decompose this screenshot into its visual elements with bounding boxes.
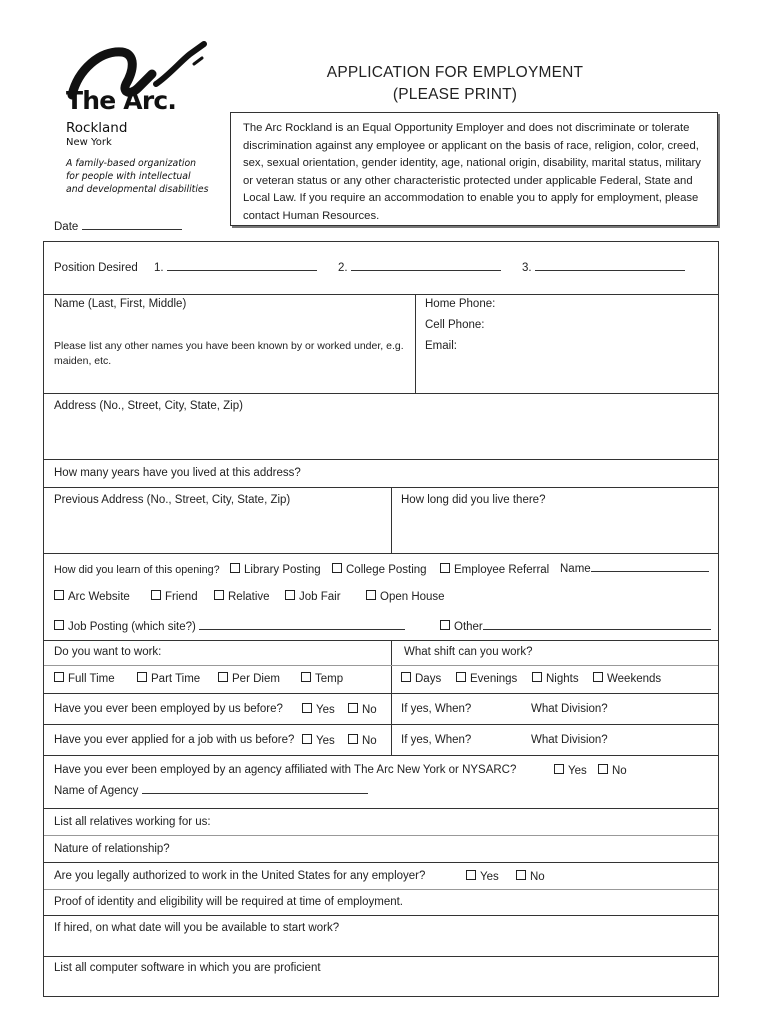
- checkbox-icon[interactable]: [554, 764, 564, 774]
- job-posting-blank[interactable]: [199, 629, 405, 630]
- checkbox-icon[interactable]: [54, 672, 64, 682]
- agency-name-blank[interactable]: [142, 793, 368, 794]
- application-form: [43, 241, 719, 997]
- agency-name-label: Name of Agency: [54, 785, 139, 797]
- checkbox-icon[interactable]: [456, 672, 466, 682]
- option-label: Yes: [316, 704, 335, 716]
- checkbox-icon[interactable]: [302, 734, 312, 744]
- divider: [44, 956, 718, 957]
- option-label: Other: [454, 621, 483, 633]
- email-label[interactable]: Email:: [425, 340, 457, 352]
- how-long-label[interactable]: How long did you live there?: [401, 494, 546, 506]
- position-number-3: 3.: [522, 262, 532, 274]
- option-label: No: [612, 765, 627, 777]
- work-type-label: Do you want to work:: [54, 646, 162, 658]
- option-label: No: [530, 871, 545, 883]
- divider: [44, 553, 718, 554]
- option-college-posting[interactable]: [332, 563, 427, 576]
- option-label: Part Time: [151, 673, 201, 685]
- divider: [391, 640, 392, 693]
- position-number-2: 2.: [338, 262, 348, 274]
- title-line-2: (PLEASE PRINT): [392, 86, 518, 103]
- years-at-address-label[interactable]: How many years have you lived at this address?: [54, 467, 301, 479]
- employed-before-no[interactable]: [348, 703, 377, 716]
- divider: [44, 808, 718, 809]
- option-label: Arc Website: [68, 591, 130, 603]
- checkbox-icon[interactable]: [348, 703, 358, 713]
- position-blank-2[interactable]: [351, 270, 501, 271]
- option-label: Yes: [568, 765, 587, 777]
- option-employee-referral[interactable]: [440, 563, 549, 576]
- position-choice-2[interactable]: [338, 262, 501, 274]
- other-blank[interactable]: [483, 629, 711, 630]
- authorization-yes[interactable]: [466, 870, 499, 883]
- option-label: Library Posting: [244, 564, 321, 576]
- option-label: Job Posting (which site?): [68, 621, 196, 633]
- divider: [44, 693, 718, 694]
- checkbox-icon[interactable]: [285, 590, 295, 600]
- position-choice-1[interactable]: [154, 262, 317, 274]
- option-label: No: [362, 735, 377, 747]
- checkbox-icon[interactable]: [332, 563, 342, 573]
- applied-before-question: Have you ever applied for a job with us before?: [54, 734, 295, 746]
- option-per-diem[interactable]: [218, 672, 280, 685]
- employed-division-label[interactable]: What Division?: [531, 703, 608, 715]
- logo-chapter: Rockland: [66, 120, 128, 136]
- logo-tagline-3: and developmental disabilities: [66, 184, 209, 195]
- divider: [391, 487, 392, 553]
- previous-address-label[interactable]: Previous Address (No., Street, City, State, Zip): [54, 494, 291, 506]
- option-open-house[interactable]: [366, 590, 445, 603]
- checkbox-icon[interactable]: [593, 672, 603, 682]
- divider: [44, 459, 718, 460]
- date-blank[interactable]: [82, 229, 182, 230]
- option-label: Yes: [480, 871, 499, 883]
- logo: [60, 40, 220, 210]
- position-blank-1[interactable]: [167, 270, 317, 271]
- checkbox-icon[interactable]: [440, 620, 450, 630]
- divider: [44, 487, 718, 488]
- divider: [44, 724, 718, 725]
- divider: [44, 640, 718, 641]
- checkbox-icon[interactable]: [151, 590, 161, 600]
- divider: [44, 835, 718, 836]
- date-label: Date: [54, 221, 79, 233]
- option-label: Per Diem: [232, 673, 280, 685]
- checkbox-icon[interactable]: [218, 672, 228, 682]
- option-job-posting[interactable]: [54, 620, 405, 633]
- logo-tagline-1: A family-based organization: [66, 158, 197, 169]
- divider: [44, 294, 718, 295]
- option-label: Open House: [380, 591, 445, 603]
- eeo-notice: The Arc Rockland is an Equal Opportunity Employer and does not discriminate or tolerate discrimination against any employee or applicant on the basis of race, religion, color, creed, sex, sexual orientation, gender identity, age, national origin, disability, marital status, military or veteran status or any other characteristic protected under applicable Federal, State and Local Law. If you require an accommodation to enable you to apply for employment, please contact Human Resources.: [230, 112, 718, 226]
- work-authorization-question: Are you legally authorized to work in the United States for any employer?: [54, 870, 426, 882]
- option-label: Employee Referral: [454, 564, 550, 576]
- option-temp[interactable]: [301, 672, 343, 685]
- checkbox-icon[interactable]: [230, 563, 240, 573]
- option-label: No: [362, 704, 377, 716]
- option-label: Evenings: [470, 673, 518, 685]
- option-job-fair[interactable]: [285, 590, 341, 603]
- option-arc-website[interactable]: [54, 590, 130, 603]
- referral-name-field[interactable]: [560, 563, 709, 575]
- divider: [44, 393, 718, 394]
- learn-opening-question: How did you learn of this opening?: [54, 564, 220, 576]
- option-other[interactable]: [440, 620, 711, 633]
- option-label: Weekends: [607, 673, 662, 685]
- date-field[interactable]: [54, 221, 182, 233]
- option-weekends[interactable]: [593, 672, 661, 685]
- option-label: Days: [415, 673, 442, 685]
- option-evenings[interactable]: [456, 672, 517, 685]
- option-part-time[interactable]: [137, 672, 200, 685]
- logo-wordmark: The Arc.: [66, 86, 177, 115]
- option-label: College Posting: [346, 564, 427, 576]
- checkbox-icon[interactable]: [440, 563, 450, 573]
- employed-before-question: Have you ever been employed by us before?: [54, 703, 283, 715]
- applied-when-label[interactable]: If yes, When?: [401, 734, 472, 746]
- checkbox-icon[interactable]: [366, 590, 376, 600]
- option-label: Nights: [546, 673, 579, 685]
- cell-phone-label[interactable]: Cell Phone:: [425, 319, 485, 331]
- home-phone-label[interactable]: Home Phone:: [425, 298, 496, 310]
- checkbox-icon[interactable]: [532, 672, 542, 682]
- proof-of-identity-note: Proof of identity and eligibility will be required at time of employment.: [54, 896, 404, 908]
- address-label[interactable]: Address (No., Street, City, State, Zip): [54, 400, 243, 412]
- logo-tagline-2: for people with intellectual: [66, 171, 191, 182]
- checkbox-icon[interactable]: [54, 620, 64, 630]
- applied-division-label[interactable]: What Division?: [531, 734, 608, 746]
- checkbox-icon[interactable]: [54, 590, 64, 600]
- applied-before-yes[interactable]: [302, 734, 335, 747]
- position-label: Position Desired: [54, 262, 138, 274]
- option-relative[interactable]: [214, 590, 270, 603]
- agency-name-field[interactable]: [54, 785, 368, 797]
- logo-state: New York: [66, 137, 112, 148]
- software-label[interactable]: List all computer software in which you are proficient: [54, 962, 321, 974]
- agency-yes[interactable]: [554, 764, 587, 777]
- divider: [415, 294, 416, 393]
- employed-before-yes[interactable]: [302, 703, 335, 716]
- applied-before-no[interactable]: [348, 734, 377, 747]
- checkbox-icon[interactable]: [214, 590, 224, 600]
- option-library-posting[interactable]: [230, 563, 321, 576]
- checkbox-icon[interactable]: [516, 870, 526, 880]
- divider: [44, 665, 391, 666]
- checkbox-icon[interactable]: [598, 764, 608, 774]
- page-title: [290, 62, 620, 106]
- divider: [44, 915, 718, 916]
- divider: [44, 755, 718, 756]
- option-label: Full Time: [68, 673, 115, 685]
- checkbox-icon[interactable]: [348, 734, 358, 744]
- option-nights[interactable]: [532, 672, 579, 685]
- position-choice-3[interactable]: [522, 262, 685, 274]
- position-blank-3[interactable]: [535, 270, 685, 271]
- option-label: Relative: [228, 591, 270, 603]
- option-label: Friend: [165, 591, 198, 603]
- option-label: Temp: [315, 673, 344, 685]
- start-date-label[interactable]: If hired, on what date will you be available to start work?: [54, 922, 340, 934]
- option-friend[interactable]: [151, 590, 198, 603]
- relationship-label[interactable]: Nature of relationship?: [54, 843, 170, 855]
- checkbox-icon[interactable]: [401, 672, 411, 682]
- checkbox-icon[interactable]: [301, 672, 311, 682]
- option-label: Yes: [316, 735, 335, 747]
- authorization-no[interactable]: [516, 870, 545, 883]
- divider: [44, 889, 718, 890]
- agency-question: Have you ever been employed by an agency affiliated with The Arc New York or NYSARC?: [54, 764, 517, 776]
- referral-name-label: Name: [560, 563, 591, 575]
- referral-name-blank[interactable]: [591, 571, 709, 572]
- option-label: Job Fair: [299, 591, 341, 603]
- shift-label: What shift can you work?: [404, 646, 533, 658]
- relatives-label[interactable]: List all relatives working for us:: [54, 816, 211, 828]
- position-desired-field: [54, 262, 138, 274]
- employed-when-label[interactable]: If yes, When?: [401, 703, 472, 715]
- checkbox-icon[interactable]: [466, 870, 476, 880]
- checkbox-icon[interactable]: [302, 703, 312, 713]
- other-names-label[interactable]: Please list any other names you have been known by or worked under, e.g. maiden, etc.: [54, 340, 404, 367]
- checkbox-icon[interactable]: [137, 672, 147, 682]
- option-full-time[interactable]: [54, 672, 115, 685]
- position-number-1: 1.: [154, 262, 164, 274]
- agency-no[interactable]: [598, 764, 627, 777]
- option-days[interactable]: [401, 672, 441, 685]
- name-label[interactable]: Name (Last, First, Middle): [54, 298, 187, 310]
- divider: [391, 665, 718, 666]
- title-line-1: APPLICATION FOR EMPLOYMENT: [326, 64, 584, 81]
- divider: [44, 862, 718, 863]
